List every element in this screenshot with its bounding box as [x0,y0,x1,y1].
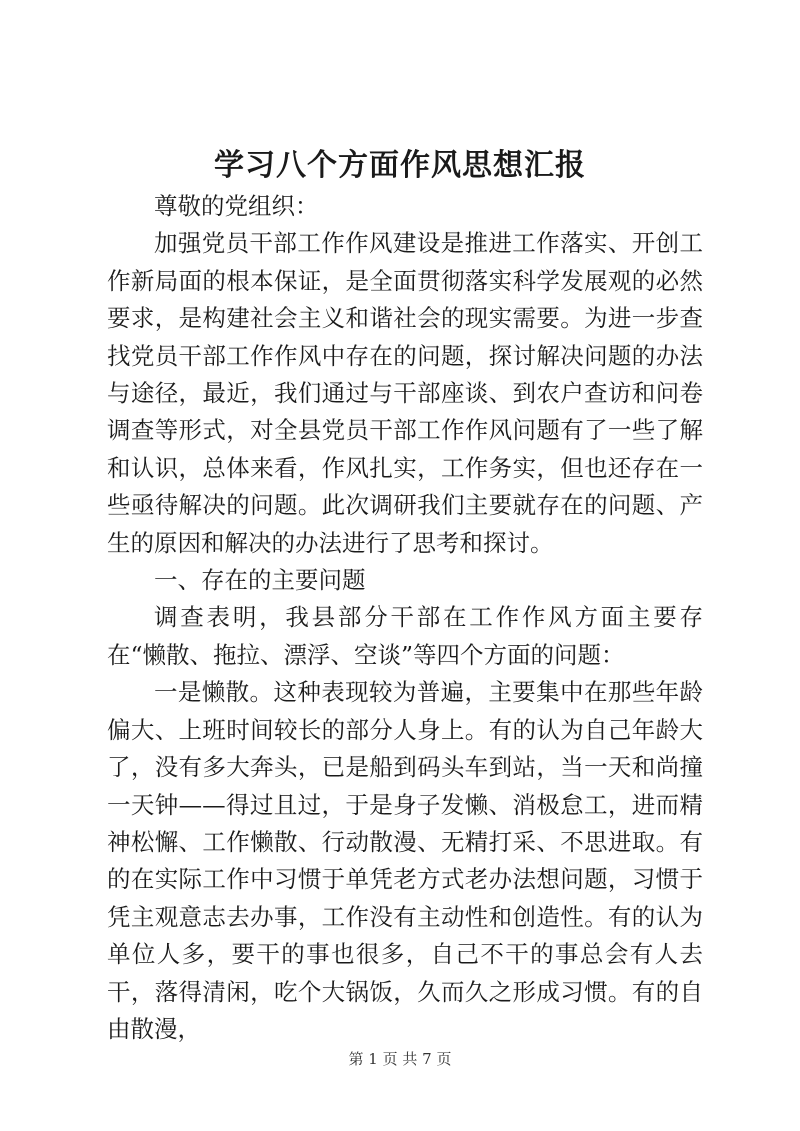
salutation: 尊敬的党组织： [154,192,319,220]
paragraph: 调查表明，我县部分干部在工作作风方面主要存在“懒散、拖拉、漂浮、空谈”等四个方面的问题： [107,603,703,669]
page-footer: 第 1 页 共 7 页 [348,1050,452,1068]
document-title: 学习八个方面作风思想汇报 [214,148,586,183]
paragraph: 加强党员干部工作作风建设是推进工作落实、开创工作新局面的根本保证，是全面贯彻落实科学发展观的必然要求，是构建社会主义和谐社会的现实需要。为进一步查找党员干部工作作风中存在的问题，探讨解决问题的办法与途径，最近，我们通过与干部座谈、到农户查访和问卷调查等形式，对全县党员干部工作作风问题有了一些了解和认识，总体来看，作风扎实，工作务实，但也还存在一些亟待解决的问题。此次调研我们主要就存在的问题、产生的原因和解决的办法进行了思考和探讨。 [107,229,703,557]
document-body [107,188,703,1048]
section-heading: 一、存在的主要问题 [154,566,366,595]
paragraph: 一是懒散。这种表现较为普遍，主要集中在那些年龄偏大、上班时间较长的部分人身上。有的认为自己年龄大了，没有多大奔头，已是船到码头车到站，当一天和尚撞一天钟——得过且过，于是身子发懒、消极怠工，进而精神松懈、工作懒散、行动散漫、无精打采、不思进取。有的在实际工作中习惯于单凭老方式老办法想问题，习惯于凭主观意志去办事，工作没有主动性和创造性。有的认为单位人多，要干的事也很多，自己不干的事总会有人去干，落得清闲，吃个大锅饭，久而久之形成习惯。有的自由散漫， [107,678,703,1043]
